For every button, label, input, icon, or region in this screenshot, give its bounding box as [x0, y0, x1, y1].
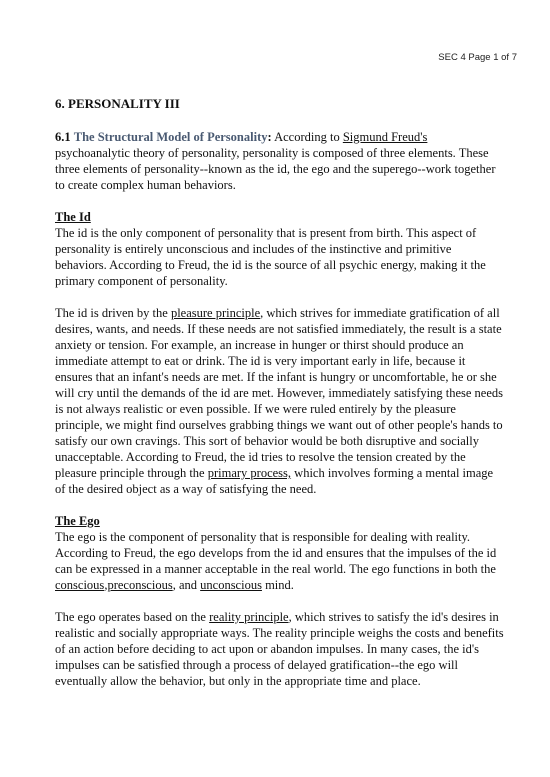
- freud-link[interactable]: Sigmund Freud's: [342, 130, 428, 144]
- ego-para2-text-continued: , which strives to satisfy the id's desires in realistic and socially appropriate ways. The reality principle weighs the costs and benefits of an action before deciding to act upon or abandon impulses. In many cases, the id's impulses can be satisfied through a process of delayed gratification--the ego will eventually allow the behavior, but only in the appropriate time and place.: [55, 610, 504, 688]
- id-paragraph-2: [55, 305, 505, 497]
- ego-paragraph-1: [55, 529, 505, 593]
- ego-heading: The Ego: [55, 514, 100, 528]
- document-body: [55, 96, 505, 689]
- ego-para1-separator-2: , and: [172, 578, 201, 592]
- ego-para1-text-end: mind.: [261, 578, 294, 592]
- section-title: The Structural Model of Personality: [73, 130, 268, 144]
- ego-paragraph-2: [55, 609, 505, 689]
- conscious-link[interactable]: conscious: [55, 578, 105, 592]
- page-header: SEC 4 Page 1 of 7: [438, 52, 517, 63]
- id-paragraph-1: The id is the only component of personality that is present from birth. This aspect of personality is entirely unconscious and includes of the instinctive and primitive behaviors. According to Freud, the id is the source of all psychic energy, making it the primary component of personality.: [55, 226, 486, 288]
- id-para2-text-end: which involves forming a mental image of the desired object as a way of satisfying the need.: [55, 466, 494, 496]
- id-para2-text-continued: , which strives for immediate gratification of all desires, wants, and needs. If these needs are not satisfied immediately, the result is a state anxiety or tension. For example, an increase in hunger or thirst should produce an immediate attempt to eat or drink. The id is very important early in life, because it ensures that an infant's needs are met. If the infant is hungry or uncomfortable, he or she will cry until the demands of the id are met. However, immediately satisfying these needs is not always realistic or even possible. If we were ruled entirely by the pleasure principle, we might find ourselves grabbing things we want out of other people's hands to satisfy our own cravings. This sort of behavior would be both disruptive and socially unacceptable. According to Freud, the id tries to resolve the tension created by the pleasure principle through the: [55, 306, 503, 480]
- ego-para1-text: The ego is the component of personality that is responsible for dealing with reality. According to Freud, the ego develops from the id and ensures that the impulses of the id can be expressed in a manner acceptable in the real world. The ego functions in both the: [55, 530, 497, 576]
- ego-para1-separator: ,: [104, 578, 108, 592]
- reality-principle-link[interactable]: reality principle: [209, 610, 289, 624]
- pleasure-principle-link[interactable]: pleasure principle: [170, 306, 261, 320]
- id-para2-text: The id is driven by the: [55, 306, 171, 320]
- section-number: 6.1: [55, 130, 71, 144]
- chapter-title: 6. PERSONALITY III: [55, 96, 180, 111]
- id-heading: The Id: [55, 210, 91, 224]
- section-intro-paragraph: [55, 129, 505, 193]
- primary-process-link[interactable]: primary process,: [207, 466, 292, 480]
- ego-para2-text: The ego operates based on the: [55, 610, 210, 624]
- intro-text-continued: psychoanalytic theory of personality, personality is composed of three elements. These three elements of personality--known as the id, the ego and the superego--work together to create complex human behaviors.: [55, 146, 496, 192]
- section-title-colon: :: [267, 130, 272, 144]
- preconscious-link[interactable]: preconscious: [107, 578, 173, 592]
- intro-text: According to: [271, 130, 343, 144]
- unconscious-link[interactable]: unconscious: [200, 578, 262, 592]
